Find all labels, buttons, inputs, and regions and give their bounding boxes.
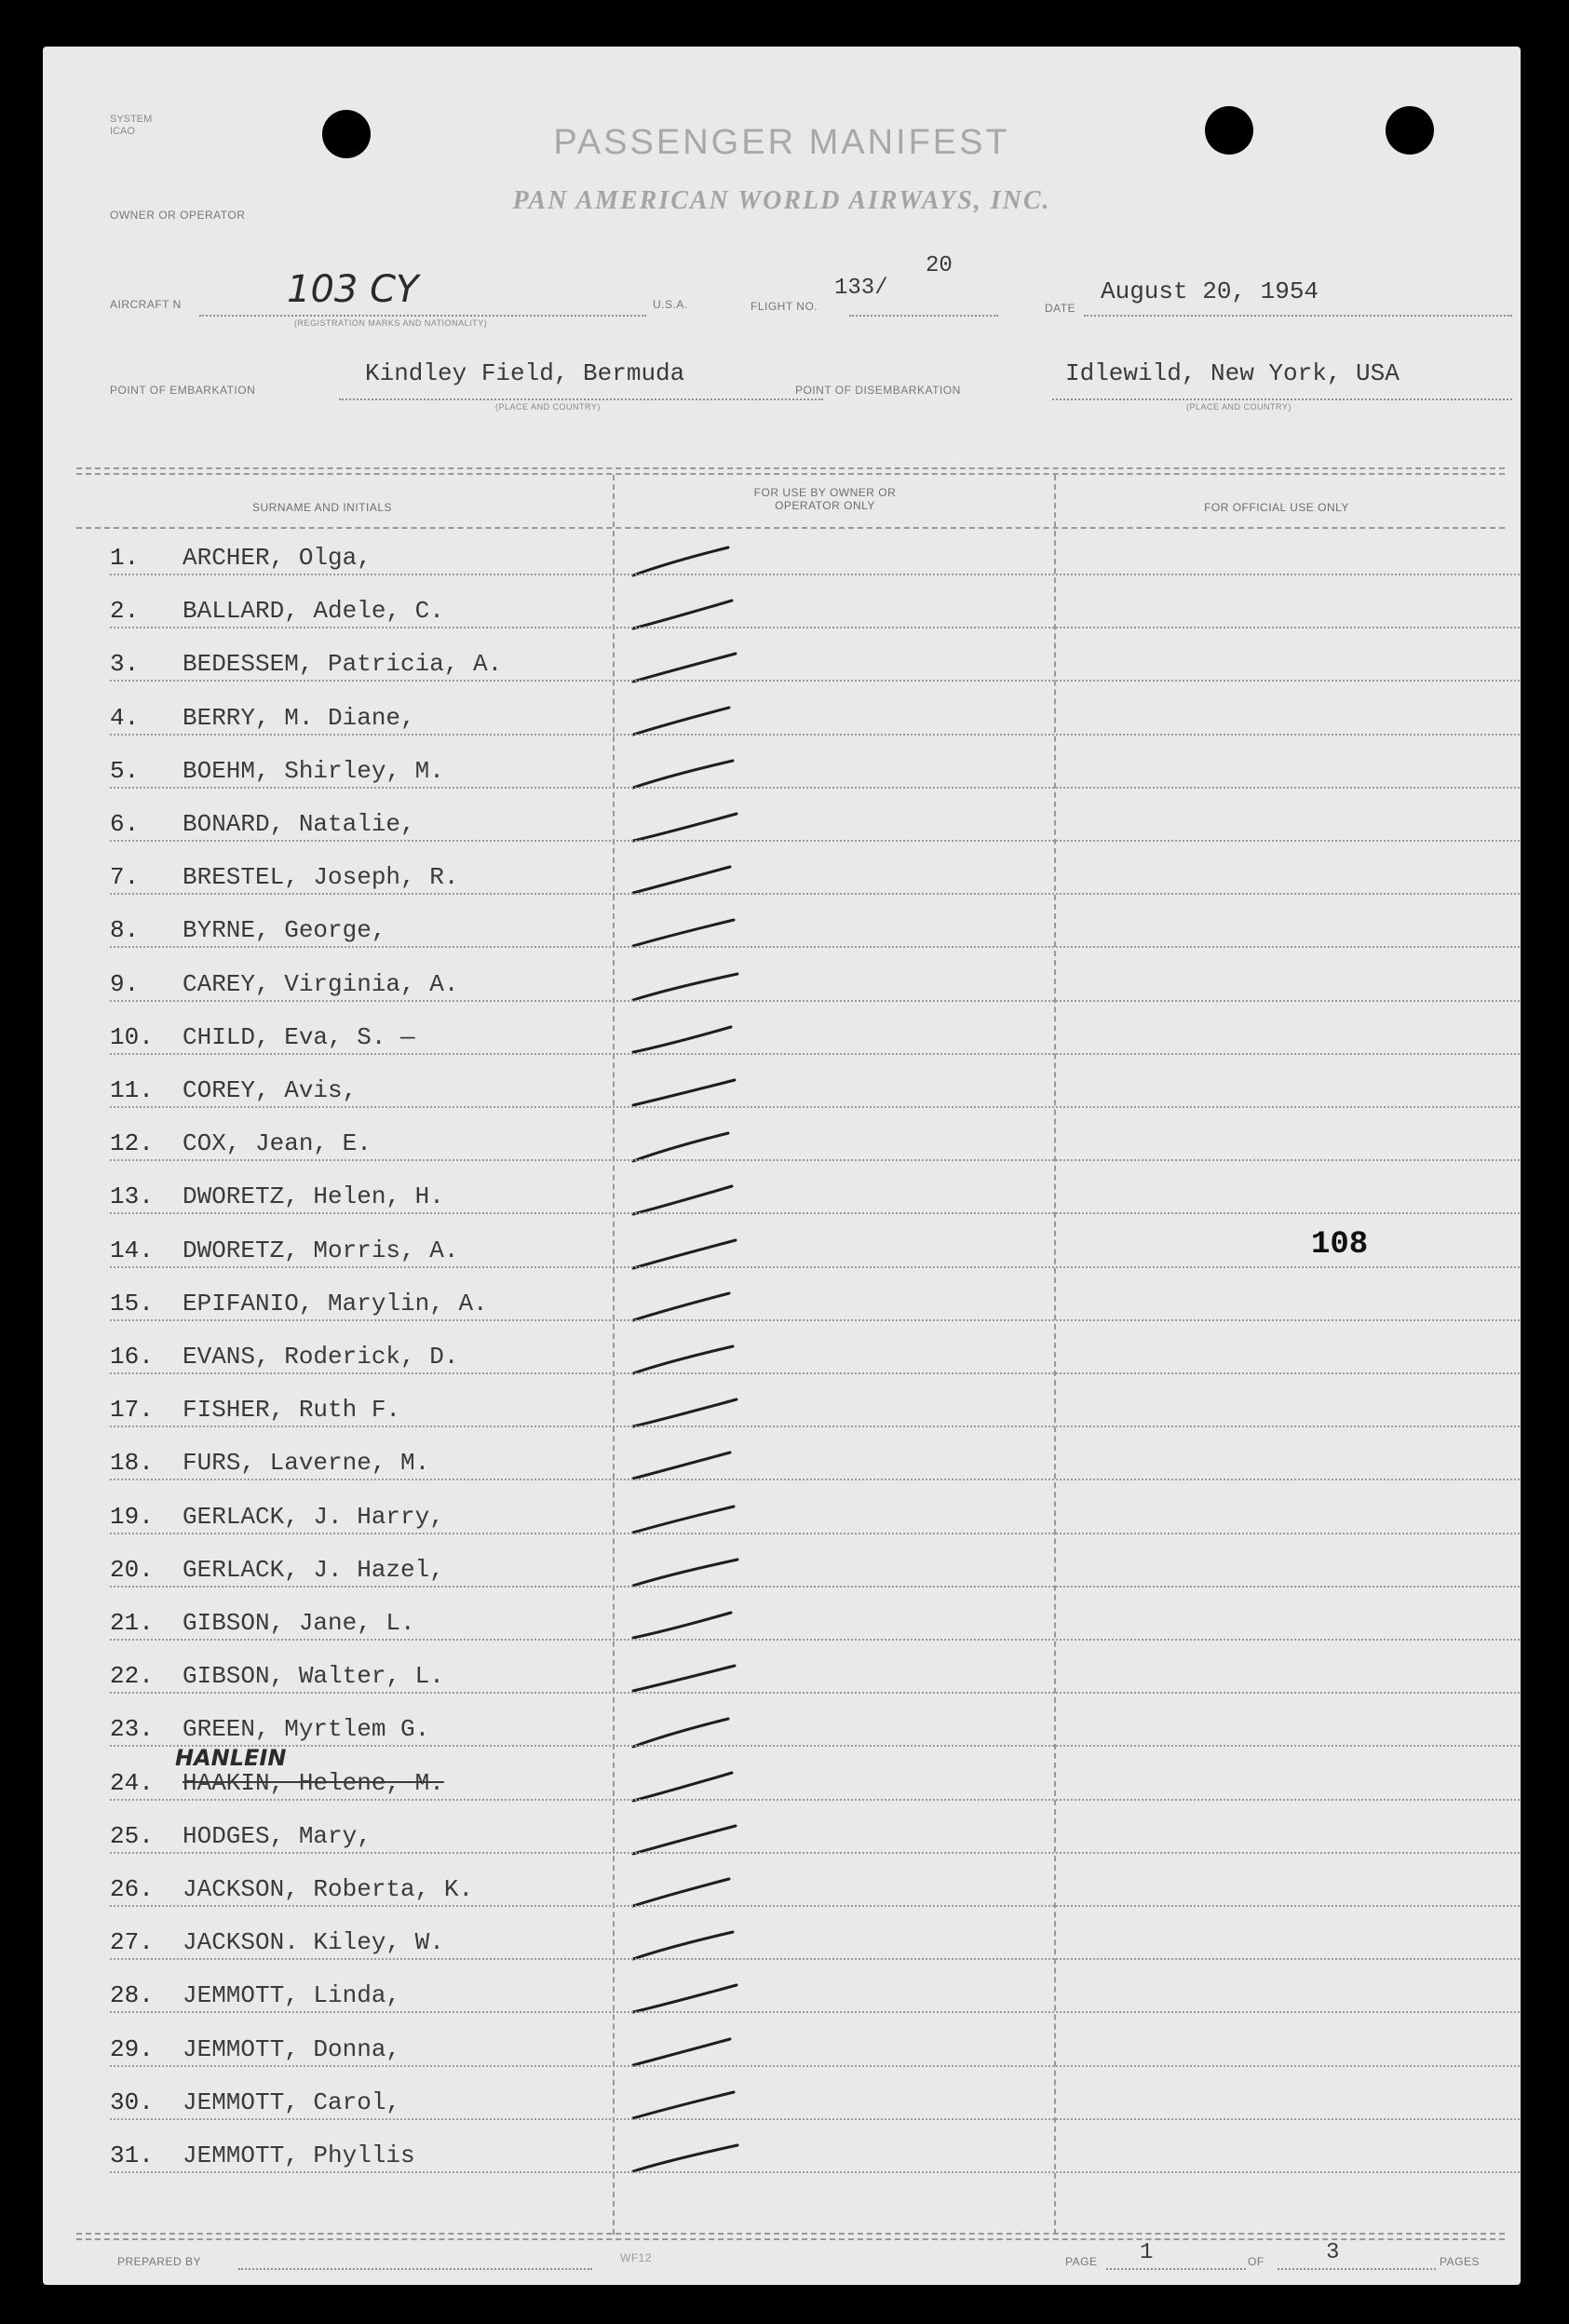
table-row bbox=[110, 1286, 1521, 1323]
table-row bbox=[110, 700, 1521, 737]
table-top-rule-2 bbox=[76, 473, 1505, 475]
table-row bbox=[110, 1605, 1521, 1642]
check-mark-icon bbox=[631, 2143, 752, 2175]
date-value: August 20, 1954 bbox=[1101, 277, 1319, 305]
row-number: 7. bbox=[110, 863, 140, 892]
check-mark-icon bbox=[631, 1771, 752, 1803]
check-mark-icon bbox=[631, 2037, 752, 2069]
table-row bbox=[110, 2138, 1521, 2175]
passenger-name: JACKSON. Kiley, W. bbox=[183, 1928, 444, 1957]
total-pages-value: 3 bbox=[1326, 2240, 1340, 2265]
table-row bbox=[110, 1818, 1521, 1856]
check-mark-icon bbox=[631, 1877, 752, 1909]
row-number: 20. bbox=[110, 1555, 154, 1584]
passenger-name: BRESTEL, Joseph, R. bbox=[183, 863, 459, 892]
table-row bbox=[110, 1392, 1521, 1429]
owner-label: OWNER OR OPERATOR bbox=[110, 209, 246, 222]
row-rule bbox=[110, 734, 1521, 736]
row-rule bbox=[110, 1425, 1521, 1427]
row-rule bbox=[110, 2011, 1521, 2013]
passenger-name: COREY, Avis, bbox=[183, 1076, 358, 1104]
disembarkation-label: POINT OF DISEMBARKATION bbox=[795, 384, 961, 397]
table-row bbox=[110, 1978, 1521, 2015]
row-number: 22. bbox=[110, 1662, 154, 1691]
aircraft-label: AIRCRAFT N bbox=[110, 298, 182, 311]
row-rule bbox=[110, 1159, 1521, 1161]
row-number: 14. bbox=[110, 1236, 154, 1264]
table-bottom-rule bbox=[76, 2233, 1505, 2235]
check-mark-icon bbox=[631, 759, 752, 790]
row-number: 21. bbox=[110, 1609, 154, 1637]
page-line bbox=[1106, 2268, 1246, 2270]
check-mark-icon bbox=[631, 812, 752, 844]
row-number: 30. bbox=[110, 2088, 154, 2116]
row-rule bbox=[110, 1692, 1521, 1694]
disembarkation-caption: (PLACE AND COUNTRY) bbox=[1186, 402, 1292, 412]
row-rule bbox=[110, 2118, 1521, 2120]
table-row bbox=[110, 753, 1521, 790]
row-number: 19. bbox=[110, 1502, 154, 1531]
table-row bbox=[110, 1711, 1521, 1749]
page-title: PASSENGER MANIFEST bbox=[553, 123, 1010, 162]
row-rule bbox=[110, 1799, 1521, 1801]
passenger-name: JEMMOTT, Phyllis bbox=[183, 2142, 415, 2169]
date-line bbox=[1084, 315, 1512, 317]
row-rule bbox=[110, 1852, 1521, 1854]
table-row bbox=[110, 1179, 1521, 1216]
passenger-name: GIBSON, Walter, L. bbox=[183, 1662, 444, 1691]
pages-label: PAGES bbox=[1440, 2255, 1480, 2268]
row-rule bbox=[110, 1319, 1521, 1321]
embarkation-value: Kindley Field, Bermuda bbox=[365, 359, 685, 387]
row-number: 17. bbox=[110, 1396, 154, 1425]
row-rule bbox=[110, 1745, 1521, 1747]
table-row bbox=[110, 1658, 1521, 1696]
row-rule bbox=[110, 574, 1521, 575]
passenger-name: JEMMOTT, Donna, bbox=[183, 2034, 401, 2063]
row-number: 12. bbox=[110, 1129, 154, 1158]
passenger-name: BOEHM, Shirley, M. bbox=[183, 756, 444, 785]
row-rule bbox=[110, 627, 1521, 628]
column-header-official-use: FOR OFFICIAL USE ONLY bbox=[1204, 501, 1349, 514]
passenger-name: BALLARD, Adele, C. bbox=[183, 597, 444, 626]
embarkation-label: POINT OF EMBARKATION bbox=[110, 384, 256, 397]
row-number: 28. bbox=[110, 1981, 154, 2010]
row-number: 25. bbox=[110, 1821, 154, 1850]
passenger-name: GREEN, Myrtlem G. bbox=[183, 1715, 430, 1744]
table-bottom-rule-2 bbox=[76, 2238, 1505, 2240]
passenger-name: FISHER, Ruth F. bbox=[183, 1396, 401, 1425]
table-top-rule bbox=[76, 467, 1505, 469]
check-mark-icon bbox=[631, 918, 752, 950]
row-number: 8. bbox=[110, 916, 140, 945]
table-row bbox=[110, 593, 1521, 630]
check-mark-icon bbox=[631, 652, 752, 683]
row-number: 15. bbox=[110, 1289, 154, 1317]
form-code-line: ICAO bbox=[110, 126, 135, 137]
passenger-name: GIBSON, Jane, L. bbox=[183, 1609, 415, 1637]
row-rule bbox=[110, 946, 1521, 948]
check-mark-icon bbox=[631, 1930, 752, 1962]
table-row bbox=[110, 1499, 1521, 1536]
company-name: PAN AMERICAN WORLD AIRWAYS, INC. bbox=[512, 186, 1051, 215]
row-rule bbox=[110, 1000, 1521, 1002]
row-number: 4. bbox=[110, 703, 140, 732]
table-row bbox=[110, 1020, 1521, 1057]
row-number: 31. bbox=[110, 2142, 154, 2169]
row-number: 13. bbox=[110, 1182, 154, 1211]
check-mark-icon bbox=[631, 1664, 752, 1696]
passenger-name: GERLACK, J. Hazel, bbox=[183, 1555, 444, 1584]
page-value: 1 bbox=[1140, 2240, 1154, 2265]
check-mark-icon bbox=[631, 599, 752, 630]
row-rule bbox=[110, 787, 1521, 789]
embarkation-caption: (PLACE AND COUNTRY) bbox=[495, 402, 601, 412]
handwritten-correction: HANLEIN bbox=[175, 1744, 287, 1771]
table-row bbox=[110, 2032, 1521, 2069]
disembarkation-value: Idlewild, New York, USA bbox=[1065, 359, 1400, 387]
aircraft-value: 103 CY bbox=[287, 268, 419, 311]
date-label: DATE bbox=[1045, 302, 1076, 315]
row-number: 27. bbox=[110, 1928, 154, 1957]
of-label: OF bbox=[1248, 2255, 1265, 2268]
passenger-name: BONARD, Natalie, bbox=[183, 810, 415, 838]
country-label: U.S.A. bbox=[653, 298, 688, 311]
form-number: WF12 bbox=[620, 2251, 653, 2264]
passenger-name: GERLACK, J. Harry, bbox=[183, 1502, 444, 1531]
row-rule bbox=[110, 1958, 1521, 1960]
row-rule bbox=[110, 1372, 1521, 1374]
table-row bbox=[110, 1339, 1521, 1376]
row-number: 9. bbox=[110, 969, 140, 998]
header-bottom-rule bbox=[76, 527, 1505, 529]
row-rule bbox=[110, 1053, 1521, 1055]
row-rule bbox=[110, 840, 1521, 842]
check-mark-icon bbox=[631, 1291, 752, 1323]
passenger-name: JEMMOTT, Carol, bbox=[183, 2088, 401, 2116]
row-number: 16. bbox=[110, 1343, 154, 1371]
row-rule bbox=[110, 2171, 1521, 2173]
passenger-name: EVANS, Roderick, D. bbox=[183, 1343, 459, 1371]
passenger-name: BERRY, M. Diane, bbox=[183, 703, 415, 732]
check-mark-icon bbox=[631, 1025, 752, 1057]
row-rule bbox=[110, 2065, 1521, 2067]
flight-line bbox=[849, 315, 998, 317]
passenger-name: ARCHER, Olga, bbox=[183, 544, 372, 572]
table-row bbox=[110, 1925, 1521, 1962]
table-row bbox=[110, 1744, 1521, 1803]
passenger-name: HAAKIN, Helene, M. bbox=[183, 1768, 444, 1797]
row-rule bbox=[110, 1212, 1521, 1214]
passenger-name: COX, Jean, E. bbox=[183, 1129, 372, 1158]
check-mark-icon bbox=[631, 1558, 752, 1589]
row-number: 11. bbox=[110, 1076, 154, 1104]
passenger-name: EPIFANIO, Marylin, A. bbox=[183, 1289, 488, 1317]
check-mark-icon bbox=[631, 2090, 752, 2122]
prepared-label: PREPARED BY bbox=[117, 2255, 201, 2268]
table-row bbox=[110, 1445, 1521, 1482]
row-rule bbox=[110, 1586, 1521, 1588]
table-row bbox=[110, 2085, 1521, 2122]
row-number: 10. bbox=[110, 1022, 154, 1051]
table-row bbox=[110, 806, 1521, 844]
check-mark-icon bbox=[631, 1131, 752, 1163]
passenger-name: FURS, Laverne, M. bbox=[183, 1449, 430, 1478]
row-rule bbox=[110, 680, 1521, 682]
row-rule bbox=[110, 1479, 1521, 1480]
flight-label: FLIGHT NO. bbox=[751, 300, 818, 313]
passenger-name: JACKSON, Roberta, K. bbox=[183, 1875, 474, 1903]
table-row bbox=[110, 859, 1521, 897]
table-row bbox=[110, 1126, 1521, 1163]
check-mark-icon bbox=[631, 1717, 752, 1749]
column-header-owner-use: FOR USE BY OWNER OR OPERATOR ONLY bbox=[753, 486, 897, 512]
table-row bbox=[110, 966, 1521, 1004]
row-number: 5. bbox=[110, 756, 140, 785]
form-code-line: SYSTEM bbox=[110, 114, 153, 125]
passenger-name: DWORETZ, Helen, H. bbox=[183, 1182, 444, 1211]
row-rule bbox=[110, 1106, 1521, 1108]
check-mark-icon bbox=[631, 1398, 752, 1429]
table-row bbox=[110, 1552, 1521, 1589]
row-number: 3. bbox=[110, 650, 140, 679]
table-row bbox=[110, 1073, 1521, 1110]
row-rule bbox=[110, 1639, 1521, 1641]
flight-superscript: 20 bbox=[926, 253, 953, 278]
prepared-line bbox=[238, 2268, 592, 2270]
check-mark-icon bbox=[631, 546, 752, 577]
check-mark-icon bbox=[631, 1611, 752, 1642]
check-mark-icon bbox=[631, 1184, 752, 1216]
embarkation-line bbox=[339, 399, 823, 400]
row-number: 29. bbox=[110, 2034, 154, 2063]
official-mark: 108 bbox=[1311, 1227, 1369, 1263]
check-mark-icon bbox=[631, 1983, 752, 2015]
row-number: 23. bbox=[110, 1715, 154, 1744]
total-line bbox=[1278, 2268, 1436, 2270]
check-mark-icon bbox=[631, 865, 752, 897]
manifest-sheet bbox=[43, 47, 1521, 2285]
row-rule bbox=[110, 1533, 1521, 1534]
passenger-name: CAREY, Virginia, A. bbox=[183, 969, 459, 998]
check-mark-icon bbox=[631, 1451, 752, 1482]
disembarkation-line bbox=[1052, 399, 1512, 400]
row-rule bbox=[110, 1905, 1521, 1907]
table-row bbox=[110, 646, 1521, 683]
passenger-name: DWORETZ, Morris, A. bbox=[183, 1236, 459, 1264]
row-number: 2. bbox=[110, 597, 140, 626]
row-rule bbox=[110, 1266, 1521, 1268]
check-mark-icon bbox=[631, 1505, 752, 1536]
passenger-name: JEMMOTT, Linda, bbox=[183, 1981, 401, 2010]
table-row bbox=[110, 1233, 1521, 1270]
check-mark-icon bbox=[631, 1078, 752, 1110]
row-number: 1. bbox=[110, 544, 140, 572]
passenger-name: CHILD, Eva, S. — bbox=[183, 1022, 415, 1051]
check-mark-icon bbox=[631, 1238, 752, 1270]
table-row bbox=[110, 912, 1521, 950]
row-number: 6. bbox=[110, 810, 140, 838]
column-header-surname: SURNAME AND INITIALS bbox=[251, 501, 393, 514]
check-mark-icon bbox=[631, 1824, 752, 1856]
row-number: 18. bbox=[110, 1449, 154, 1478]
aircraft-line bbox=[199, 315, 646, 317]
check-mark-icon bbox=[631, 706, 752, 737]
row-rule bbox=[110, 893, 1521, 895]
passenger-name: HODGES, Mary, bbox=[183, 1821, 372, 1850]
table-row bbox=[110, 540, 1521, 577]
row-number: 24. bbox=[110, 1768, 154, 1797]
flight-value: 133/ bbox=[834, 276, 888, 301]
check-mark-icon bbox=[631, 1344, 752, 1376]
table-row bbox=[110, 1871, 1521, 1909]
passenger-name: BEDESSEM, Patricia, A. bbox=[183, 650, 503, 679]
row-number: 26. bbox=[110, 1875, 154, 1903]
check-mark-icon bbox=[631, 972, 752, 1004]
passenger-name: BYRNE, George, bbox=[183, 916, 386, 945]
page-label: PAGE bbox=[1065, 2255, 1098, 2268]
registration-caption: (REGISTRATION MARKS AND NATIONALITY) bbox=[294, 318, 488, 328]
